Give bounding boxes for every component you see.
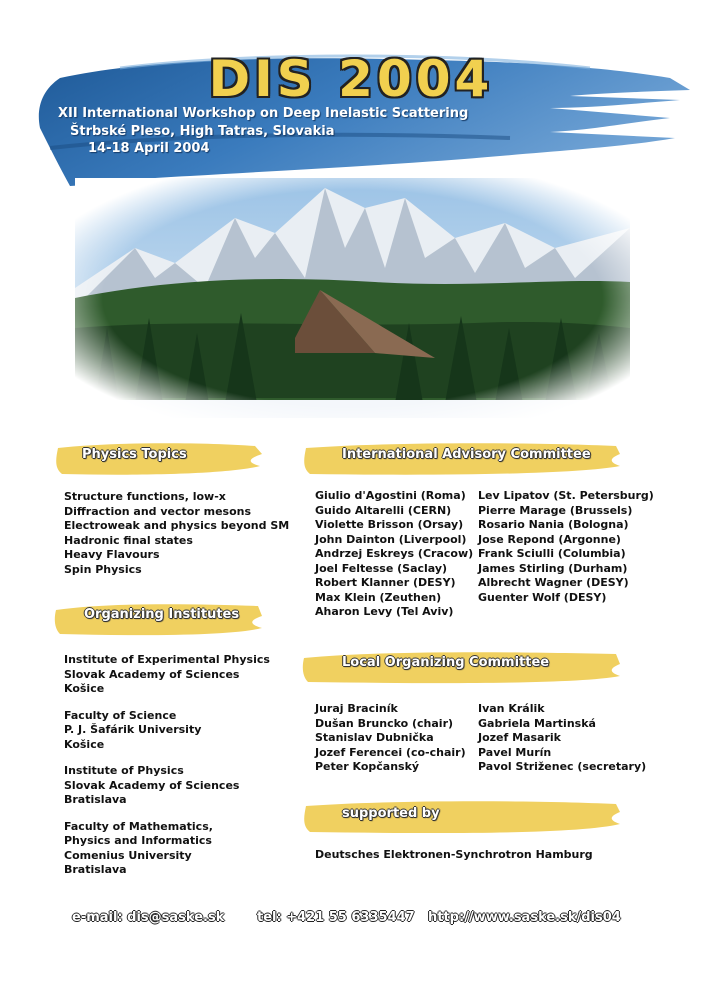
- supported-by-list: [315, 848, 593, 863]
- list-item: Faculty of Mathematics,: [64, 819, 213, 833]
- list-item: Bratislava: [64, 863, 127, 876]
- list-item: Pierre Marage (Brussels): [478, 503, 633, 517]
- list-item: Pavel Murín: [478, 745, 552, 759]
- list-item: Albrecht Wagner (DESY): [478, 576, 629, 589]
- list-item: Spin Physics: [64, 562, 142, 576]
- list-item: Andrzej Eskreys (Cracow): [315, 547, 474, 560]
- advisory-committee-col1: [315, 489, 473, 620]
- physics-topics-list: [64, 490, 289, 577]
- list-item: John Dainton (Liverpool): [315, 532, 467, 546]
- list-item: Structure functions, low-x: [64, 490, 226, 503]
- list-item: Institute of Physics: [64, 764, 184, 777]
- list-item: Jozef Ferencei (co-chair): [315, 745, 466, 759]
- local-committee-col2: [478, 702, 646, 775]
- list-item: Robert Klanner (DESY): [315, 576, 456, 589]
- list-item: James Stirling (Durham): [478, 561, 628, 575]
- workshop-subtitle: XII International Workshop on Deep Inelastic Scattering: [58, 106, 469, 121]
- list-item: Slovak Academy of Sciences: [64, 778, 240, 792]
- list-item: Aharon Levy (Tel Aviv): [315, 605, 454, 618]
- list-item: Jose Repond (Argonne): [478, 532, 621, 546]
- local-committee-heading: Local Organizing Committee: [342, 655, 550, 670]
- footer-email[interactable]: e-mail: dis@saske.sk: [72, 910, 225, 925]
- list-item: Peter Kopčanský: [315, 760, 420, 773]
- list-item: Diffraction and vector mesons: [64, 504, 252, 518]
- workshop-location: Štrbské Pleso, High Tatras, Slovakia: [70, 124, 335, 139]
- list-item: Lev Lipatov (St. Petersburg): [478, 489, 654, 502]
- list-item: Juraj Braciník: [315, 702, 398, 715]
- list-item: Pavol Striženec (secretary): [478, 760, 647, 773]
- list-item: Giulio d'Agostini (Roma): [315, 489, 466, 502]
- list-item: Košice: [64, 682, 105, 695]
- organizing-institutes-heading: Organizing Institutes: [84, 607, 240, 622]
- list-item: Rosario Nania (Bologna): [478, 518, 629, 531]
- list-item: Bratislava: [64, 793, 127, 806]
- list-item: Guenter Wolf (DESY): [478, 590, 607, 604]
- list-item: Max Klein (Zeuthen): [315, 590, 442, 604]
- footer-url[interactable]: http://www.saske.sk/dis04: [428, 910, 621, 925]
- list-item: Hadronic final states: [64, 533, 193, 547]
- list-item: Deutsches Elektronen-Synchrotron Hamburg: [315, 848, 593, 861]
- list-item: Joel Feltesse (Saclay): [315, 561, 448, 575]
- footer-phone: tel: +421 55 6335447: [257, 910, 415, 925]
- page-title: DIS 2004: [208, 50, 494, 108]
- list-item: Stanislav Dubnička: [315, 731, 434, 744]
- local-committee-col1: [315, 702, 466, 775]
- list-item: Slovak Academy of Sciences: [64, 667, 240, 681]
- mountain-photo: [75, 178, 630, 418]
- advisory-committee-heading: International Advisory Committee: [342, 447, 591, 462]
- list-item: Physics and Informatics: [64, 834, 212, 847]
- workshop-dates: 14-18 April 2004: [88, 141, 210, 156]
- list-item: Košice: [64, 737, 105, 751]
- advisory-committee-col2: [478, 489, 654, 605]
- list-item: Institute of Experimental Physics: [64, 653, 270, 666]
- list-item: Ivan Králik: [478, 702, 545, 715]
- list-item: Guido Altarelli (CERN): [315, 503, 452, 517]
- list-item: Faculty of Science: [64, 708, 177, 722]
- list-item: Heavy Flavours: [64, 548, 160, 561]
- list-item: Gabriela Martinská: [478, 716, 596, 730]
- organizing-institutes-list: [64, 653, 270, 878]
- physics-topics-heading: Physics Topics: [82, 447, 187, 462]
- supported-by-heading: supported by: [342, 806, 440, 821]
- list-item: Dušan Bruncko (chair): [315, 716, 454, 730]
- list-item: Violette Brisson (Orsay): [315, 518, 464, 531]
- list-item: P. J. Šafárik University: [64, 723, 202, 736]
- list-item: Frank Sciulli (Columbia): [478, 547, 626, 560]
- list-item: Comenius University: [64, 848, 192, 862]
- list-item: Jozef Masarik: [478, 731, 561, 744]
- list-item: Electroweak and physics beyond SM: [64, 519, 290, 532]
